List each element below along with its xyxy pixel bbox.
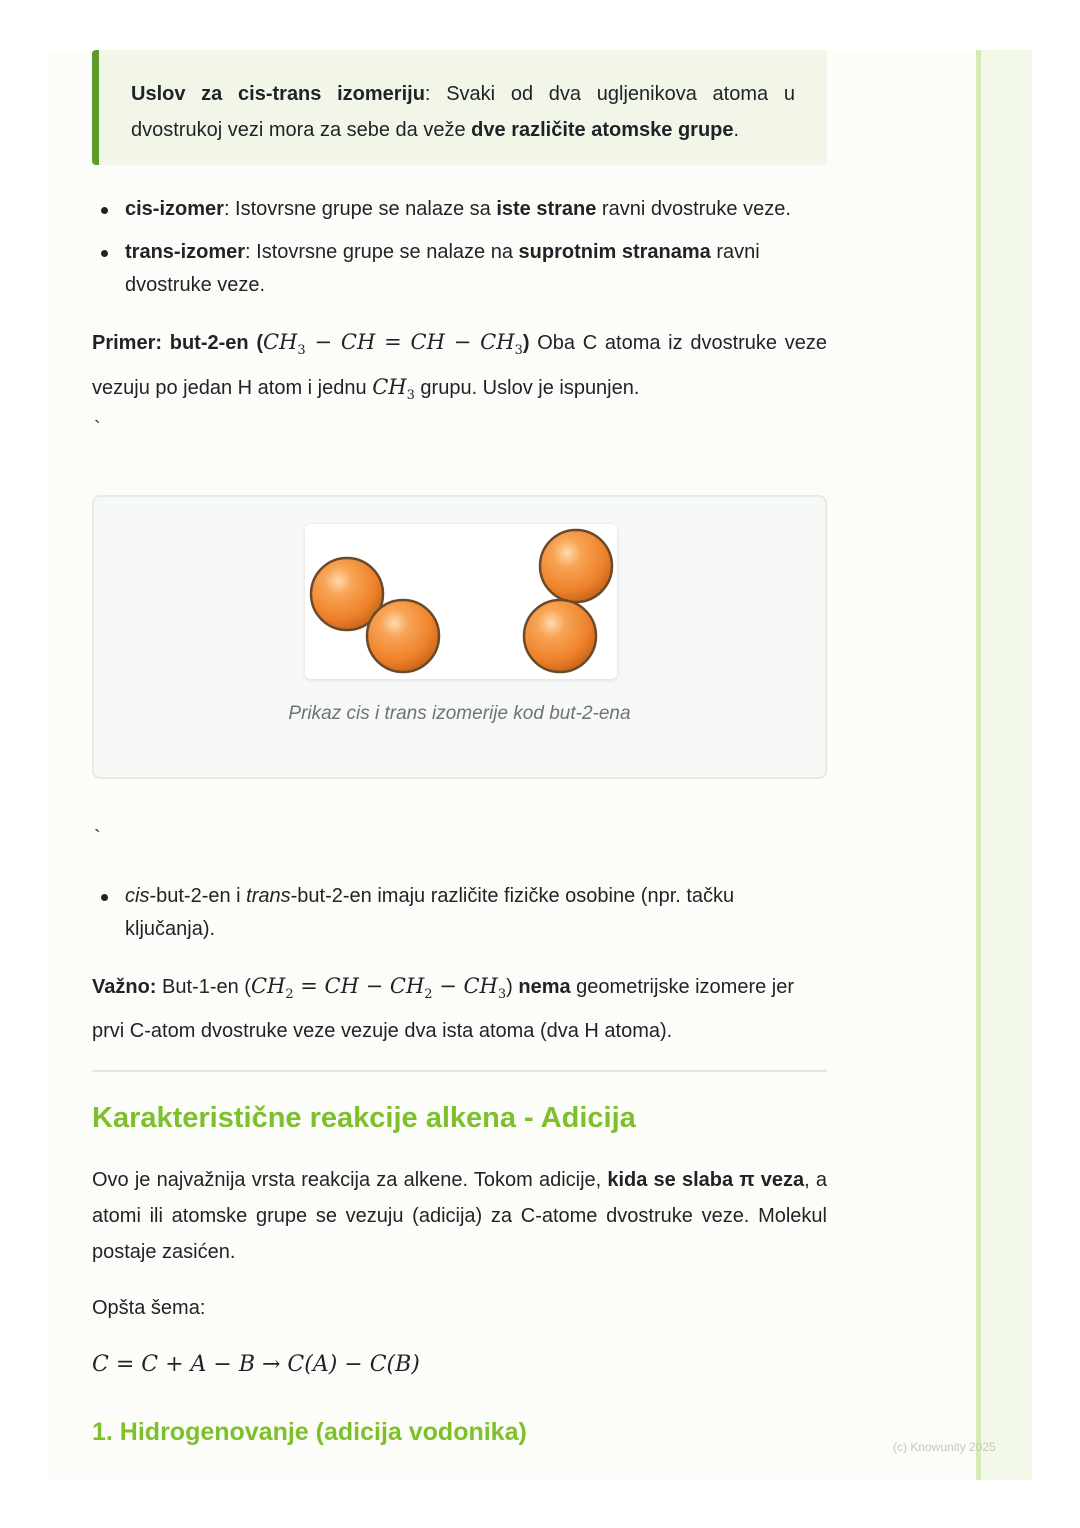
trans-molecule (524, 530, 612, 672)
trans-term: trans-izomer (125, 241, 246, 263)
but1en-formula: $CH_2$ = CH − $CH_2 - CH_3$ (250, 974, 507, 1003)
condition-callout (92, 50, 827, 165)
callout-text: : Svaki od dva ugljenikova atoma u dvostrukoj vezi mora za sebe da veže (131, 83, 795, 141)
callout-bold: dve različite atomske grupe (471, 119, 734, 141)
important-paragraph (92, 968, 827, 1049)
scheme-label: Opšta šema: (92, 1297, 206, 1319)
important-label: Važno: (92, 976, 157, 998)
scheme-formula: C = C + A − B → C(A) − C(B) (92, 1352, 420, 1377)
example-paragraph (92, 324, 827, 414)
trans-text: : Istovrsne grupe se nalaze na (245, 241, 519, 263)
cis-text: : Istovrsne grupe se nalaze sa (223, 198, 497, 220)
cis-italic: cis (125, 885, 150, 907)
subsection-title: 1. Hidrogenovanje (adicija vodonika) (92, 1418, 527, 1446)
list-item (92, 880, 827, 946)
isomer-bullets (92, 193, 827, 312)
trans-rest: ravni dvostruke veze. (125, 241, 760, 296)
intro-post: , a atomi ili atomske grupe se vezuju (adicija) za C-atome dvostruke veze. Molekul postaje zasićen. (92, 1169, 827, 1263)
watermark: (c) Knowunity 2025 (893, 1440, 996, 1454)
cis-rest: ravni dvostruke veze. (596, 198, 791, 220)
section-title: Karakteristične reakcije alkena - Adicija (92, 1102, 636, 1134)
bullet-rest: -but-2-en imaju različite fizičke osobine (npr. tačku ključanja). (125, 885, 735, 940)
ch3-formula: $CH_3$ (372, 375, 415, 404)
trans-bold: suprotnim stranama (518, 241, 711, 263)
list-item (92, 193, 827, 226)
callout-end: . (733, 119, 740, 141)
cis-term: cis-izomer (125, 198, 224, 220)
properties-bullets (92, 880, 827, 956)
intro-pre: Ovo je najvažnija vrsta reakcija za alkene. Tokom adicije, (92, 1169, 608, 1191)
example-close: ) (522, 332, 530, 354)
important-post: ) (506, 976, 519, 998)
intro-paragraph (92, 1162, 827, 1270)
molecule-balls-illustration (305, 524, 617, 679)
cis-bold: iste strane (496, 198, 597, 220)
bullet-mid: -but-2-en i (149, 885, 247, 907)
trans-italic: trans (246, 885, 291, 907)
example-label: Primer: but-2-en ( (92, 332, 263, 354)
cis-molecule (311, 558, 439, 672)
important-bold: nema (518, 976, 571, 998)
important-rest: geometrijske izomere jer prvi C-atom dvostruke veze vezuje dva ista atoma (dva H atoma). (92, 976, 795, 1043)
section-divider (92, 1070, 827, 1072)
figure-caption: Prikaz cis i trans izomerije kod but-2-ena (288, 703, 631, 724)
example-text-end: grupu. Uslov je ispunjen. (414, 377, 640, 400)
callout-term: Uslov za cis-trans izomeriju (131, 83, 425, 105)
but2en-formula: $CH_3$ − CH = CH − $CH_3$ (262, 330, 523, 359)
backtick-1: ` (94, 418, 101, 440)
example-text: Oba C atoma iz dvostruke veze vezuju po jedan H atom i jednu (92, 332, 827, 400)
intro-bold: kida se slaba π veza (607, 1169, 805, 1191)
figure-image (305, 524, 617, 679)
list-item (92, 236, 827, 302)
important-pre: But-1-en ( (156, 976, 251, 998)
isomer-figure (92, 495, 827, 779)
side-panel (981, 50, 1032, 1480)
backtick-2: ` (94, 827, 101, 849)
